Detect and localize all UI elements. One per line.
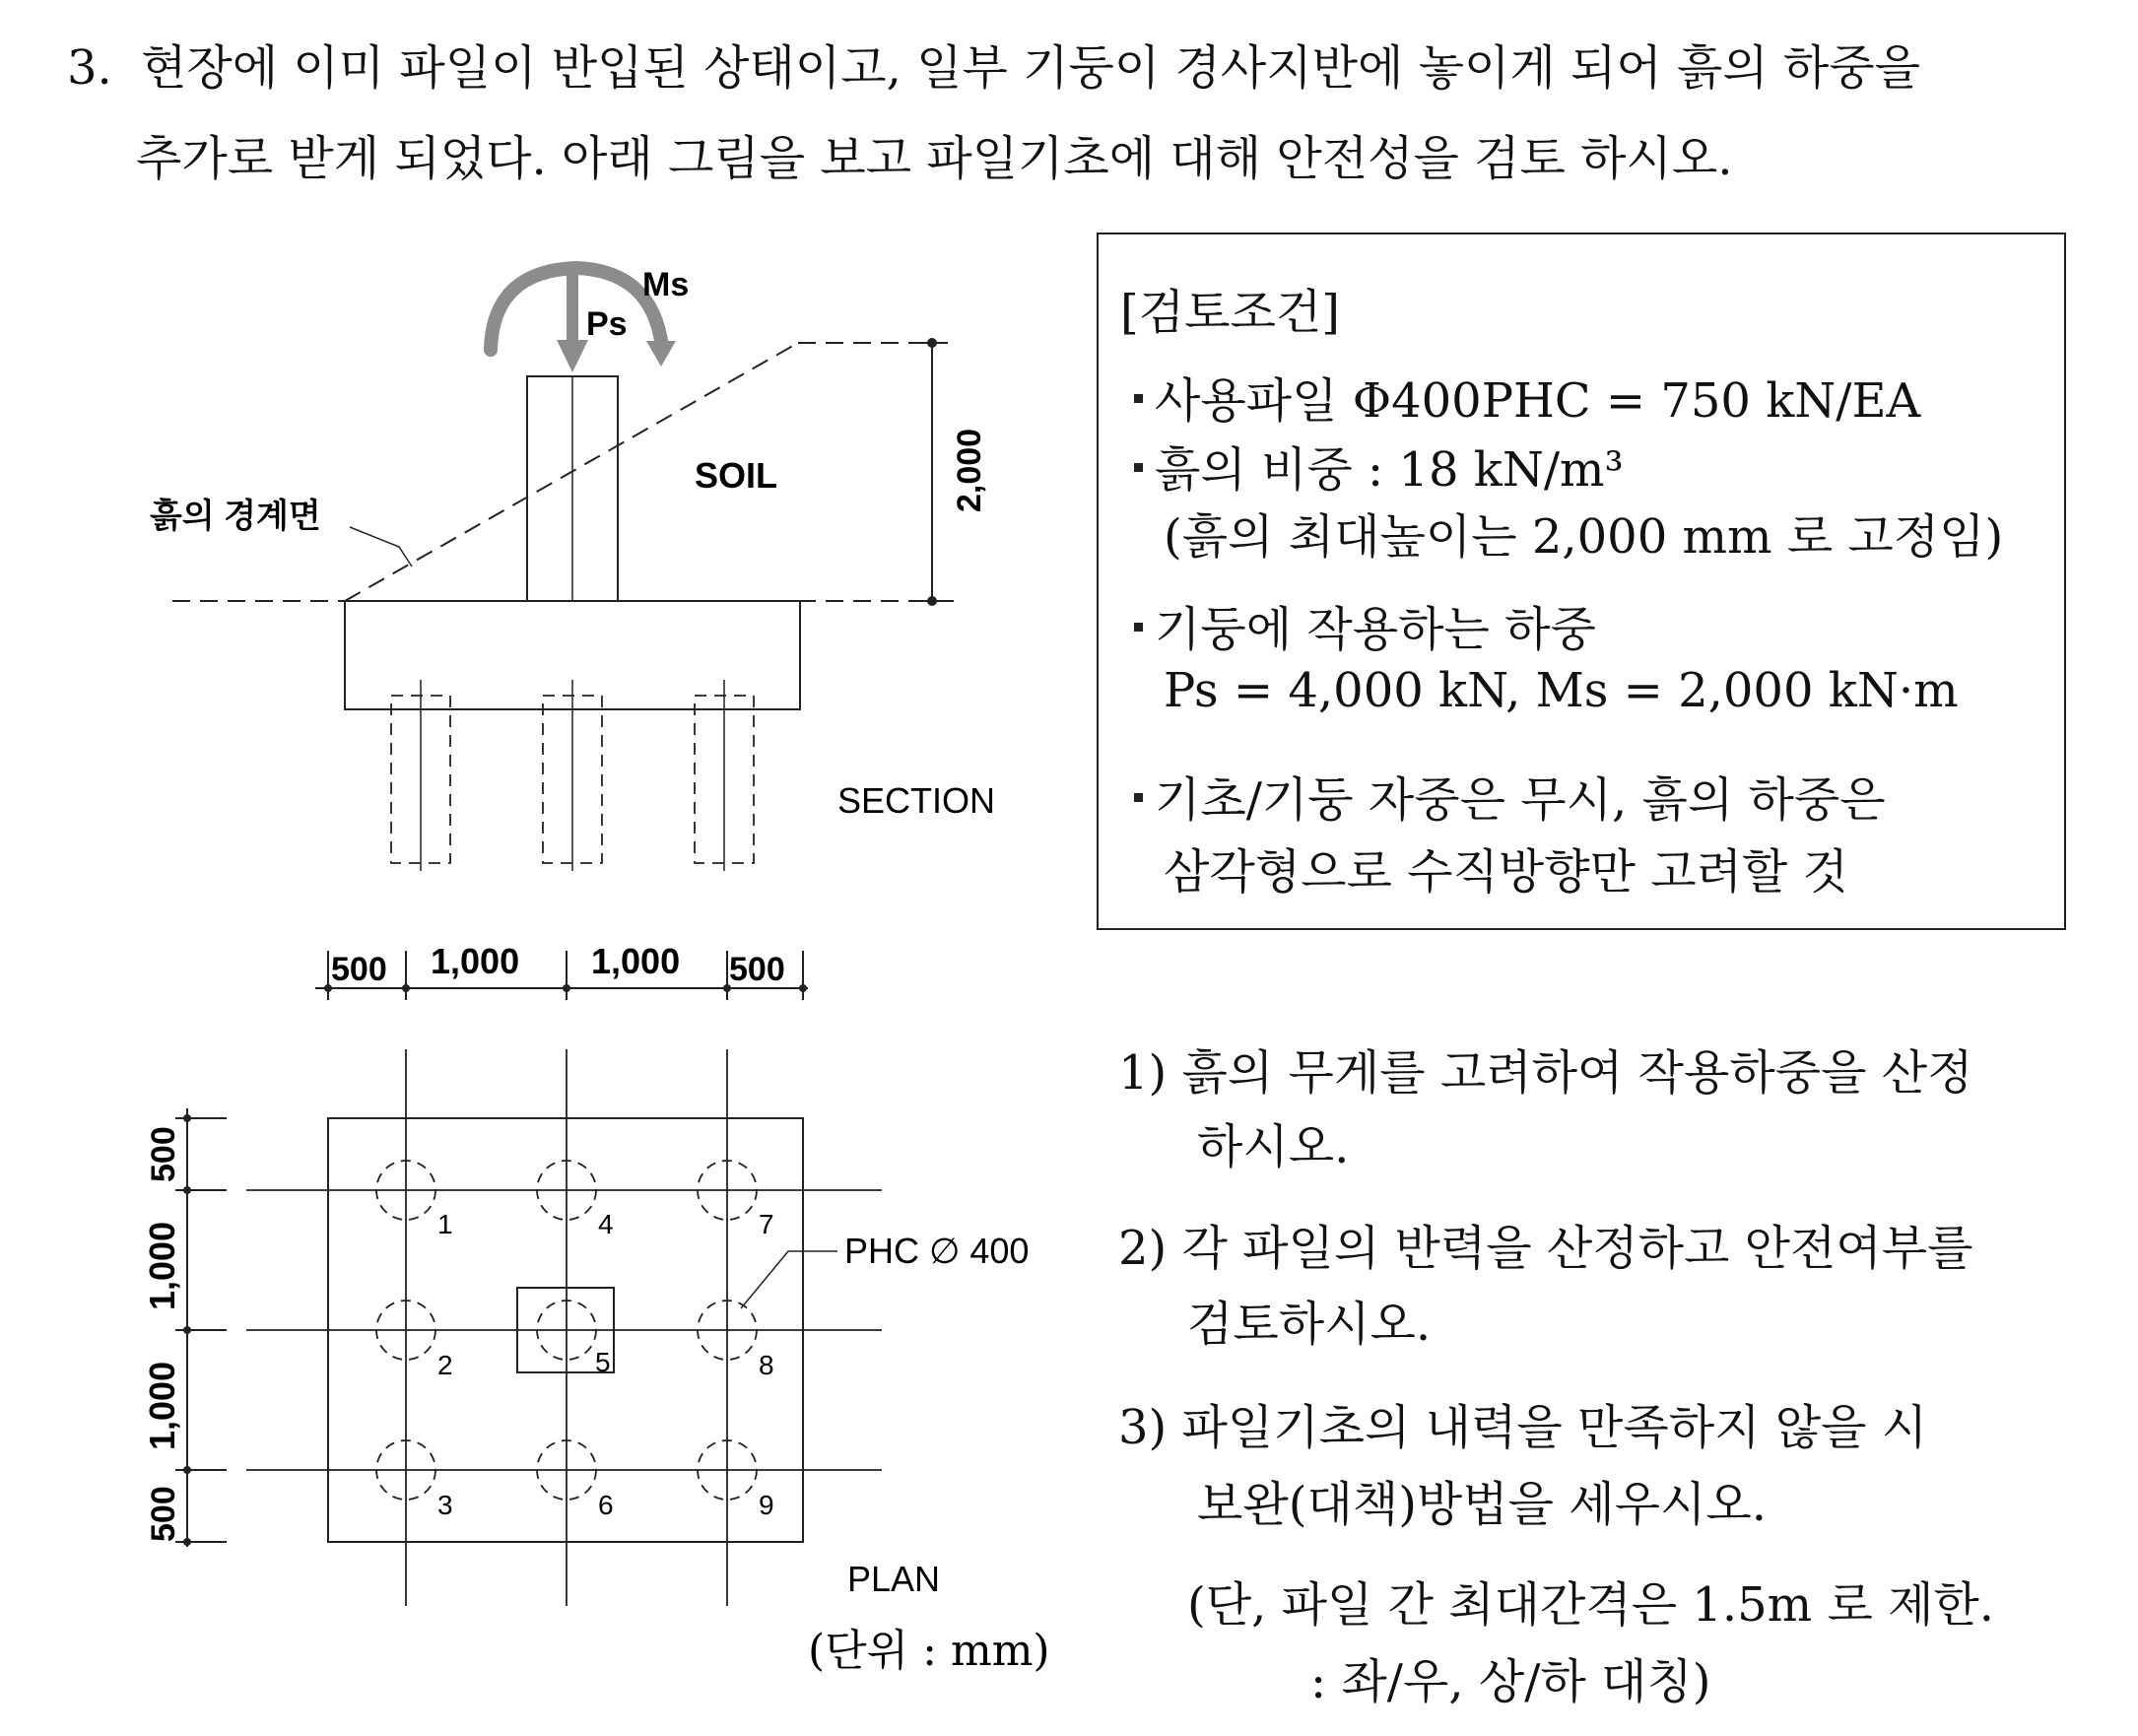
pile-number-2: 2 (437, 1350, 453, 1380)
bullet-icon (1134, 793, 1143, 802)
bullet-icon (1134, 623, 1143, 632)
load-arrow (557, 268, 588, 372)
left-dim-2: 1,000 (142, 1221, 182, 1310)
condition-soil-note: (흙의 최대높이는 2,000 mm 로 고정임) (1164, 509, 2004, 565)
condition-assumption-2: 삼각형으로 수직방향만 고려할 것 (1164, 844, 1848, 900)
boundary-label: 흙의 경계면 (150, 498, 321, 535)
pile-spec-label: PHC ∅ 400 (844, 1231, 1030, 1271)
condition-assumption (1134, 762, 1886, 830)
plan-view (175, 951, 882, 1606)
sub-question-note-cont: : 좌/우, 상/하 대칭) (1310, 1654, 1711, 1709)
question-text-1: 현장에 이미 파일이 반입된 상태이고, 일부 기둥이 경사지반에 놓이게 되어 흙의 하중을 (141, 40, 1921, 96)
condition-pile-text: 사용파일 Φ400PHC = 750 kN/EA (1155, 373, 1921, 429)
condition-column-load (1134, 591, 1596, 659)
pile-number-9: 9 (759, 1490, 774, 1520)
load-label: Ps (586, 305, 628, 343)
height-dim-label: 2,000 (951, 428, 988, 512)
conditions-box (1097, 233, 2066, 930)
condition-soil-weight (1134, 432, 1624, 500)
left-dim-1: 500 (145, 1126, 182, 1182)
unit-label: (단위 : mm) (808, 1626, 1050, 1676)
section-view-label: SECTION (837, 780, 996, 821)
top-dim-1: 500 (331, 951, 387, 988)
pile-number-7: 7 (759, 1209, 774, 1239)
sub-question-note: (단, 파일 간 최대간격은 1.5m 로 제한. (1187, 1577, 1995, 1633)
question-number: 3. (67, 40, 112, 96)
top-dim-3: 1,000 (591, 941, 681, 981)
pile-number-8: 8 (759, 1350, 774, 1380)
sub-question-2: 2) 각 파일의 반력을 산정하고 안전여부를 (1118, 1221, 1973, 1276)
sub-question-1: 1) 흙의 무게를 고려하여 작용하중을 산정 (1118, 1045, 1973, 1101)
pile-number-6: 6 (598, 1490, 614, 1520)
left-dim-4: 500 (145, 1486, 182, 1542)
condition-pile (1134, 363, 1920, 431)
bullet-icon (1134, 394, 1143, 403)
condition-column-load-values: Ps = 4,000 kN, Ms = 2,000 kN·m (1164, 663, 1959, 718)
sub-question-3: 3) 파일기초의 내력을 만족하지 않을 시 (1118, 1400, 1928, 1455)
sub-question-3-cont: 보완(대책)방법을 세우시오. (1197, 1477, 1768, 1532)
pile-number-1: 1 (437, 1209, 453, 1239)
condition-soil-weight-text: 흙의 비중 : 18 kN/m³ (1155, 442, 1624, 498)
boundary-leader (350, 527, 412, 567)
condition-column-load-text: 기둥에 작용하는 하중 (1155, 602, 1596, 657)
plan-grid (246, 1049, 882, 1606)
sub-question-1-cont: 하시오. (1197, 1119, 1350, 1174)
question-line-2: 추가로 받게 되었다. 아래 그림을 보고 파일기초에 대해 안전성을 검토 하시오. (136, 131, 1733, 186)
bullet-icon (1134, 463, 1143, 472)
pile-number-5: 5 (595, 1347, 611, 1377)
top-dim-2: 1,000 (431, 941, 520, 981)
moment-label: Ms (642, 266, 690, 303)
condition-assumption-text: 기초/기둥 자중은 무시, 흙의 하중은 (1155, 772, 1886, 828)
pile-number-3: 3 (437, 1490, 453, 1520)
left-dim-3: 1,000 (142, 1361, 182, 1450)
soil-label: SOIL (695, 455, 778, 496)
sub-question-2-cont: 검토하시오. (1187, 1297, 1432, 1352)
plan-view-label: PLAN (847, 1559, 941, 1599)
conditions-header: [검토조건] (1120, 285, 1340, 340)
top-dim-4: 500 (729, 951, 785, 988)
pile-number-4: 4 (598, 1209, 614, 1239)
pile-leader (741, 1251, 837, 1308)
